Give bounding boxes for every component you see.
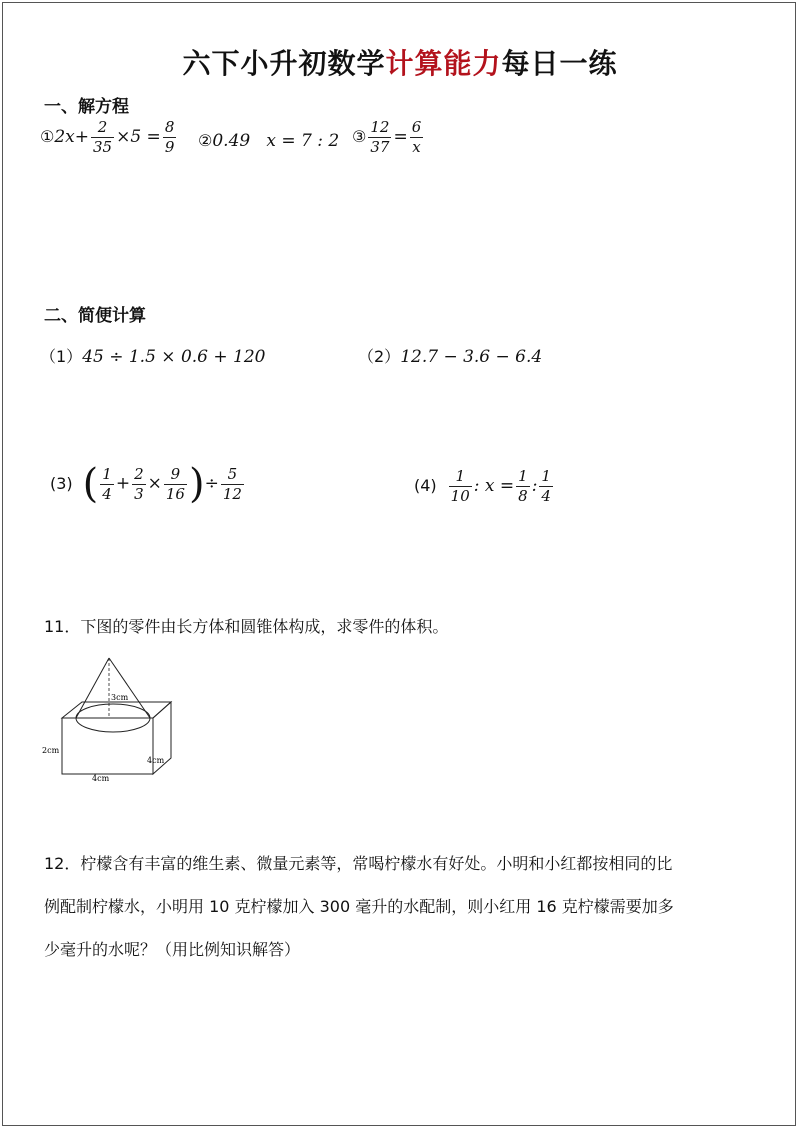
cone-left-edge xyxy=(76,658,109,718)
cone-right-edge xyxy=(109,658,150,718)
eq2-text: 0.49 x = 7 : 2 xyxy=(212,131,340,151)
left-paren: ( xyxy=(82,461,99,507)
eq3-marker: ③ xyxy=(352,127,367,146)
title-part1: 六下小升初数学 xyxy=(182,47,386,80)
section2-heading: 二、简便计算 xyxy=(44,306,146,326)
eq1-frac1-num: 2 xyxy=(91,118,114,138)
q3-frac-d xyxy=(221,465,244,504)
q1-label: （1） xyxy=(40,347,83,366)
eq3-frac2 xyxy=(410,118,424,157)
problem-12 xyxy=(44,842,759,971)
equation-1 xyxy=(40,118,178,157)
q4-a-den: 10 xyxy=(450,487,470,505)
problem-11-text: 11．下图的零件由长方体和圆锥体构成，求零件的体积。 xyxy=(44,617,449,636)
title-part3: 每日一练 xyxy=(501,47,618,80)
eq3-frac2-den: x xyxy=(412,138,421,156)
side-label: 2cm xyxy=(42,746,60,755)
depth-label: 4cm xyxy=(147,756,165,765)
q4-mid: : x = xyxy=(473,476,515,496)
problem-12-line3: 少毫升的水呢？（用比例知识解答） xyxy=(44,940,301,959)
calc-q1 xyxy=(40,344,266,367)
q3-frac-b xyxy=(132,465,146,504)
q3-b-den: 3 xyxy=(134,484,144,503)
cone-cuboid-figure xyxy=(40,652,180,784)
eq1-marker: ① xyxy=(40,127,55,146)
q4-b-num: 1 xyxy=(518,467,528,485)
q3-frac-a xyxy=(100,465,114,504)
eq2-marker: ② xyxy=(198,131,213,150)
q3-a-den: 4 xyxy=(102,484,112,503)
q3-d-den: 12 xyxy=(222,484,242,503)
title-highlight: 计算能力 xyxy=(385,47,502,80)
equation-2 xyxy=(198,131,339,151)
q4-b-den: 8 xyxy=(518,487,528,505)
eq1-frac2-den: 9 xyxy=(164,138,175,156)
q4-a-num: 1 xyxy=(449,467,472,487)
eq3-frac2-num: 6 xyxy=(411,118,422,136)
q4-c-num: 1 xyxy=(541,467,551,485)
calc-q2 xyxy=(358,344,542,367)
eq1-mid: ×5 = xyxy=(116,127,161,147)
eq1-frac2 xyxy=(163,118,177,157)
problem-12-line2: 例配制柠檬水，小明用 10 克柠檬加入 300 毫升的水配制，则小红用 16 克柠檬需要加多 xyxy=(44,897,674,916)
q4-frac-c xyxy=(539,467,553,506)
eq1-frac2-num: 8 xyxy=(164,118,175,136)
eq1-pre: 2x+ xyxy=(54,127,89,147)
q2-label: （2） xyxy=(358,347,401,366)
eq3-frac1-num: 12 xyxy=(370,118,390,136)
q3-op2: × xyxy=(147,473,162,494)
section1-heading: 一、解方程 xyxy=(44,97,129,117)
eq3-frac1 xyxy=(368,118,391,157)
q3-b-num: 2 xyxy=(134,464,144,483)
cuboid-front-face xyxy=(62,718,153,774)
q3-op1: + xyxy=(115,473,131,494)
q3-d-num: 5 xyxy=(221,465,244,485)
width-label: 4cm xyxy=(92,774,110,783)
q3-label: (3) xyxy=(50,473,73,493)
q3-op3: ÷ xyxy=(204,473,219,494)
q3-c-num: 9 xyxy=(164,465,187,485)
eq1-frac1-den: 35 xyxy=(93,138,113,156)
q4-c-den: 4 xyxy=(541,487,551,505)
eq1-frac1 xyxy=(91,118,114,157)
problem-12-line1: 12．柠檬含有丰富的维生素、微量元素等，常喝柠檬水有好处。小明和小红都按相同的比 xyxy=(44,854,673,873)
q4-sep: : xyxy=(531,476,538,496)
q4-frac-b xyxy=(516,467,530,506)
q1-expr: 45 ÷ 1.5 × 0.6 + 120 xyxy=(82,347,266,367)
q4-frac-a xyxy=(449,467,472,506)
q3-frac-c xyxy=(164,465,187,504)
q4-label: (4) xyxy=(414,476,437,495)
calc-q4 xyxy=(414,467,555,506)
calc-q3 xyxy=(50,461,246,507)
q3-c-den: 16 xyxy=(165,484,185,503)
eq3-frac1-den: 37 xyxy=(370,138,390,156)
page-title xyxy=(0,42,800,82)
q2-expr: 12.7 − 3.6 − 6.4 xyxy=(400,347,543,367)
equation-3 xyxy=(352,118,425,157)
height-label: 3cm xyxy=(111,693,129,702)
q3-a-num: 1 xyxy=(102,464,112,483)
right-paren: ) xyxy=(188,461,205,507)
eq3-mid: = xyxy=(393,127,408,147)
